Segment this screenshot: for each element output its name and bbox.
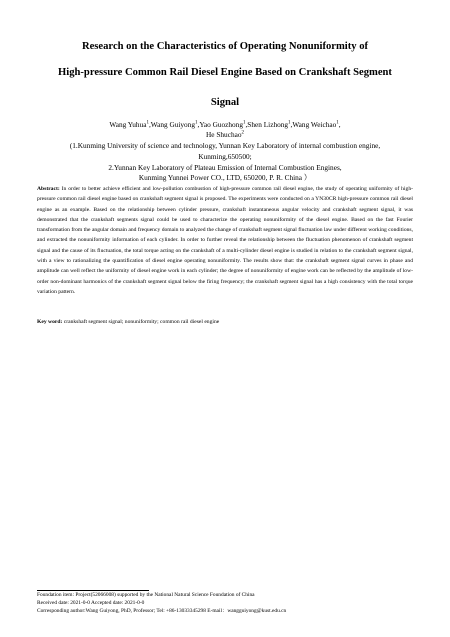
keywords-label: Key word: [37,319,63,325]
abstract [37,184,413,297]
abstract-label: Abstract: [37,186,60,192]
footnote-foundation: Foundation item: Project(52066008) supported by the National Natural Science Foundation of China [37,592,255,598]
author-affiliation-mark: 1 [242,120,246,126]
affiliation-line-3: 2.Yunnan Key Laboratory of Plateau Emission of Internal Combustion Engines, [108,163,342,172]
author-list-line-2 [30,130,420,139]
author-affiliation-mark: 1 [288,120,291,126]
author-affiliation-mark: 1 [194,120,198,126]
keywords-text: crankshaft segment signal; nonuniformity; common rail diesel engine [63,319,220,325]
author-list-line-1: Wang Yuhua$^1$,Wang Guiyong$^1$,Yao Guozhong$^1$,Shen Lizhong$^1$,Wang Weichao$^1$, [109,120,341,129]
affiliation-line-1: (1.Kunming University of science and technology, Yunnan Key Laboratory of internal combustion engine, [69,141,381,150]
affiliation-line-2: Kunming,650500; [198,152,252,161]
paper-title-line-3: Signal [210,97,240,108]
author-name: Wang Weichao [292,120,337,129]
paper-title-line-2: High-pressure Common Rail Diesel Engine Based on Crankshaft Segment [58,67,392,78]
author-affiliation-mark: 1 [146,120,149,126]
author-name: Yao Guozhong [199,120,243,129]
author-name: He Shuchao [206,130,242,139]
affiliation-line-4: Kunming Yunnei Power CO., LTD, 650200, P. R. China ） [138,173,312,182]
author-name: Shen Lizhong [247,120,289,129]
author-name: Wang Guiyong [150,120,195,129]
keywords [37,317,413,327]
abstract-text: In order to better achieve efficient and low-pollution combustion of high-pressure common rail diesel engine, the study of operating uniformity of high-pressure common rail diesel engine based on crankshaft segment signal is proposed. The experiments were conducted on a YN30CR high-pressure common rail diesel engine as an example. Based on the relationship between cylinder pressure, crankshaft instantaneous angular velocity and crankshaft segment signal, it was demonstrated that the crankshaft segments signal could be used to characterize the operating nonuniformity of the diesel engine. Based on the fast Fourier transformation from the angular domain and frequency domain to analyzed the change of crankshaft segment signal fluctuation law under different working conditions, and extracted the nonuniformity information of each cylinder. In order to further reveal the relationship between the fluctuation phenomenon of crankshaft segment signal and the cause of its fluctuation, the total torque acting on the crankshaft of a multi-cylinder diesel engine is studied in relation to the crankshaft segment signal, with a view to rationalizing the quantification of diesel engine operating nonuniformity. The results show that: the crankshaft segment signal curves in phase and amplitude can well reflect the uniformity of diesel engine work in each cylinder; the degree of nonuniformity of engine work can be reflected by the amplitude of low-order non-dominant harmonics of the crankshaft segment signal below the firing frequency; the crankshaft segment signal has a high consistency with the total torque variation pattern. [37,186,413,295]
paper-title-line-1: Research on the Characteristics of Operating Nonuniformity of [81,41,369,52]
footnote-corresponding-author: Corresponding author:Wang Guiyong, PhD, Professor; Tel: +86-13033345298 E-mail：wangguiyong@kust.edu.cn [37,608,287,614]
author-name: Wang Yuhua [109,120,147,129]
author-affiliation-mark: 2 [241,130,244,136]
footnote-dates: Received date: 2021-0-0 Accepted date: 2021-0-0 [37,600,145,606]
author-affiliation-mark: 1 [336,120,339,126]
footnote-divider [37,590,149,591]
